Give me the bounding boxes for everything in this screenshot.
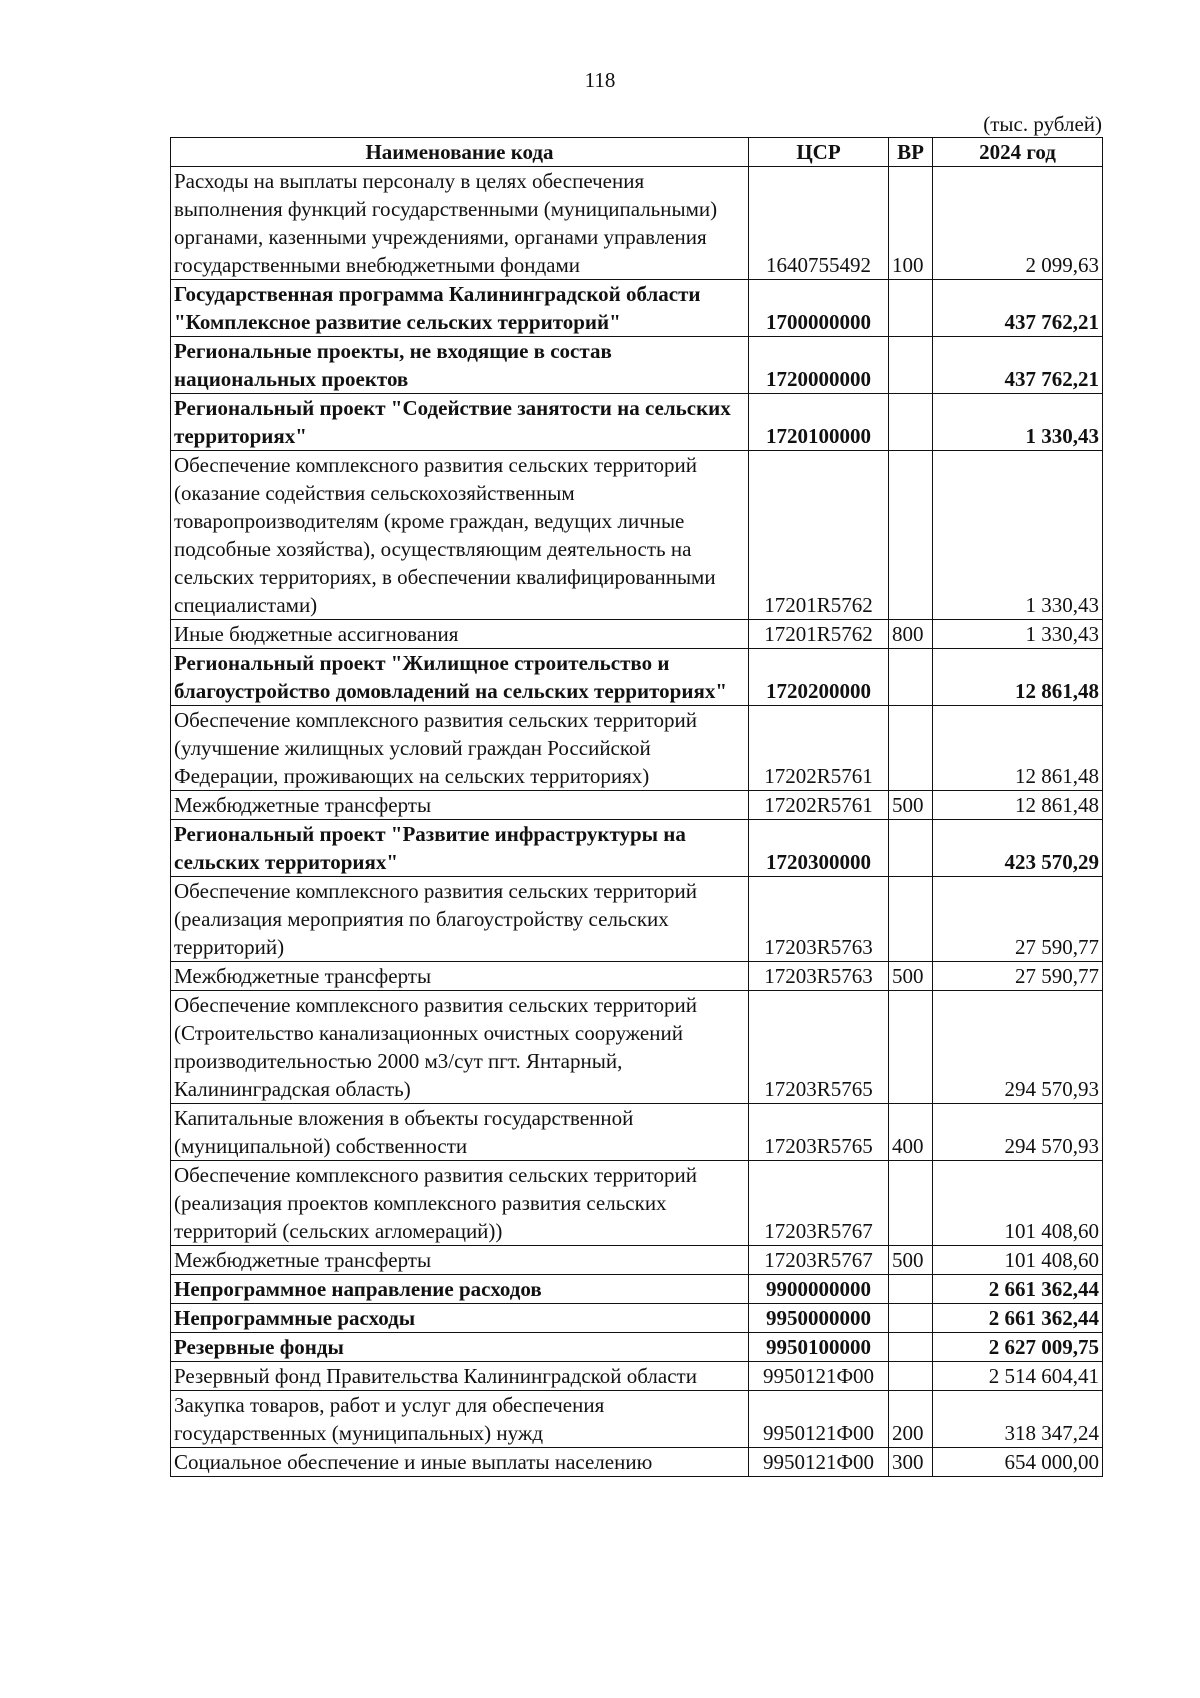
cell-csr: 1720000000	[749, 337, 889, 394]
cell-name: Обеспечение комплексного развития сельских территорий (реализация проектов комплексного развития сельских территорий (сельских агломераций))	[171, 1161, 749, 1246]
cell-vr	[889, 706, 933, 791]
cell-name: Обеспечение комплексного развития сельских территорий (оказание содействия сельскохозяйственным товаропроизводителям (кроме граждан, ведущих личные подсобные хозяйства), осуществляющим деятельность на сельских территориях, в обеспечении квалифицированными специалистами)	[171, 451, 749, 620]
cell-vr	[889, 1275, 933, 1304]
cell-amount: 437 762,21	[933, 337, 1103, 394]
cell-name: Обеспечение комплексного развития сельских территорий (Строительство канализационных очистных сооружений производительностью 2000 м3/сут пгт. Янтарный, Калининградская область)	[171, 991, 749, 1104]
table-row	[171, 620, 1103, 649]
cell-vr: 800	[889, 620, 933, 649]
cell-vr: 500	[889, 1246, 933, 1275]
table-row	[171, 820, 1103, 877]
cell-csr: 1640755492	[749, 167, 889, 280]
cell-amount: 1 330,43	[933, 451, 1103, 620]
table-row	[171, 1246, 1103, 1275]
cell-csr: 9950100000	[749, 1333, 889, 1362]
cell-name: Региональные проекты, не входящие в состав национальных проектов	[171, 337, 749, 394]
table-row	[171, 991, 1103, 1104]
cell-amount: 27 590,77	[933, 877, 1103, 962]
cell-name: Межбюджетные трансферты	[171, 1246, 749, 1275]
cell-vr	[889, 1161, 933, 1246]
table-row	[171, 1333, 1103, 1362]
cell-csr: 17203R5763	[749, 877, 889, 962]
cell-amount: 1 330,43	[933, 620, 1103, 649]
table-row	[171, 451, 1103, 620]
table-row	[171, 877, 1103, 962]
cell-name: Резервный фонд Правительства Калининградской области	[171, 1362, 749, 1391]
cell-csr: 17203R5767	[749, 1161, 889, 1246]
table-row	[171, 280, 1103, 337]
cell-csr: 17201R5762	[749, 451, 889, 620]
cell-vr	[889, 1362, 933, 1391]
cell-name: Обеспечение комплексного развития сельских территорий (улучшение жилищных условий граждан Российской Федерации, проживающих на сельских территориях)	[171, 706, 749, 791]
cell-vr	[889, 451, 933, 620]
cell-vr: 500	[889, 962, 933, 991]
cell-name: Межбюджетные трансферты	[171, 791, 749, 820]
cell-name: Резервные фонды	[171, 1333, 749, 1362]
cell-csr: 1720300000	[749, 820, 889, 877]
cell-amount: 423 570,29	[933, 820, 1103, 877]
cell-amount: 318 347,24	[933, 1391, 1103, 1448]
cell-vr	[889, 337, 933, 394]
table-row	[171, 337, 1103, 394]
cell-vr: 300	[889, 1448, 933, 1477]
cell-csr: 17203R5763	[749, 962, 889, 991]
table-row	[171, 1161, 1103, 1246]
cell-csr: 1720200000	[749, 649, 889, 706]
cell-name: Иные бюджетные ассигнования	[171, 620, 749, 649]
table-row	[171, 1275, 1103, 1304]
cell-name: Региональный проект "Жилищное строительство и благоустройство домовладений на сельских территориях"	[171, 649, 749, 706]
cell-vr	[889, 877, 933, 962]
units-label: (тыс. рублей)	[983, 112, 1102, 136]
cell-vr	[889, 649, 933, 706]
cell-csr: 9900000000	[749, 1275, 889, 1304]
cell-amount: 101 408,60	[933, 1246, 1103, 1275]
table-header-row	[171, 138, 1103, 167]
cell-name: Региональный проект "Содействие занятости на сельских территориях"	[171, 394, 749, 451]
cell-vr	[889, 820, 933, 877]
cell-name: Региональный проект "Развитие инфраструктуры на сельских территориях"	[171, 820, 749, 877]
table-row	[171, 649, 1103, 706]
page-number: 118	[584, 68, 616, 92]
table-row	[171, 394, 1103, 451]
cell-vr: 500	[889, 791, 933, 820]
cell-vr: 100	[889, 167, 933, 280]
cell-vr	[889, 1304, 933, 1333]
cell-csr: 17202R5761	[749, 706, 889, 791]
cell-amount: 437 762,21	[933, 280, 1103, 337]
cell-csr: 9950121Ф00	[749, 1391, 889, 1448]
cell-name: Межбюджетные трансферты	[171, 962, 749, 991]
cell-amount: 294 570,93	[933, 991, 1103, 1104]
header-year: 2024 год	[933, 138, 1103, 167]
table-row	[171, 962, 1103, 991]
cell-name: Социальное обеспечение и иные выплаты населению	[171, 1448, 749, 1477]
cell-amount: 2 514 604,41	[933, 1362, 1103, 1391]
cell-name: Закупка товаров, работ и услуг для обеспечения государственных (муниципальных) нужд	[171, 1391, 749, 1448]
cell-amount: 2 099,63	[933, 167, 1103, 280]
cell-amount: 27 590,77	[933, 962, 1103, 991]
cell-amount: 654 000,00	[933, 1448, 1103, 1477]
header-name: Наименование кода	[171, 138, 749, 167]
cell-csr: 17201R5762	[749, 620, 889, 649]
cell-amount: 12 861,48	[933, 706, 1103, 791]
cell-vr	[889, 280, 933, 337]
budget-table	[170, 137, 1103, 1477]
table-row	[171, 1362, 1103, 1391]
table-row	[171, 1391, 1103, 1448]
table-body	[171, 167, 1103, 1477]
cell-amount: 2 661 362,44	[933, 1304, 1103, 1333]
cell-csr: 17203R5765	[749, 991, 889, 1104]
table-row	[171, 791, 1103, 820]
cell-vr	[889, 991, 933, 1104]
cell-amount: 12 861,48	[933, 649, 1103, 706]
header-csr: ЦСР	[749, 138, 889, 167]
cell-amount: 101 408,60	[933, 1161, 1103, 1246]
cell-amount: 294 570,93	[933, 1104, 1103, 1161]
cell-vr: 200	[889, 1391, 933, 1448]
table-row	[171, 1104, 1103, 1161]
cell-vr	[889, 1333, 933, 1362]
cell-amount: 12 861,48	[933, 791, 1103, 820]
cell-name: Непрограммное направление расходов	[171, 1275, 749, 1304]
cell-vr	[889, 394, 933, 451]
table-row	[171, 706, 1103, 791]
cell-csr: 9950121Ф00	[749, 1362, 889, 1391]
table-row	[171, 1448, 1103, 1477]
cell-amount: 2 661 362,44	[933, 1275, 1103, 1304]
cell-csr: 17203R5765	[749, 1104, 889, 1161]
cell-csr: 1720100000	[749, 394, 889, 451]
table-row	[171, 167, 1103, 280]
cell-amount: 1 330,43	[933, 394, 1103, 451]
cell-csr: 9950000000	[749, 1304, 889, 1333]
table-row	[171, 1304, 1103, 1333]
cell-csr: 9950121Ф00	[749, 1448, 889, 1477]
cell-amount: 2 627 009,75	[933, 1333, 1103, 1362]
cell-name: Расходы на выплаты персоналу в целях обеспечения выполнения функций государственными (муниципальными) органами, казенными учреждениями, органами управления государственными внебюджетными фондами	[171, 167, 749, 280]
cell-name: Непрограммные расходы	[171, 1304, 749, 1333]
cell-csr: 17202R5761	[749, 791, 889, 820]
cell-name: Капитальные вложения в объекты государственной (муниципальной) собственности	[171, 1104, 749, 1161]
cell-csr: 17203R5767	[749, 1246, 889, 1275]
cell-csr: 1700000000	[749, 280, 889, 337]
cell-vr: 400	[889, 1104, 933, 1161]
header-vr: ВР	[889, 138, 933, 167]
cell-name: Обеспечение комплексного развития сельских территорий (реализация мероприятия по благоустройству сельских территорий)	[171, 877, 749, 962]
cell-name: Государственная программа Калининградской области "Комплексное развитие сельских территорий"	[171, 280, 749, 337]
